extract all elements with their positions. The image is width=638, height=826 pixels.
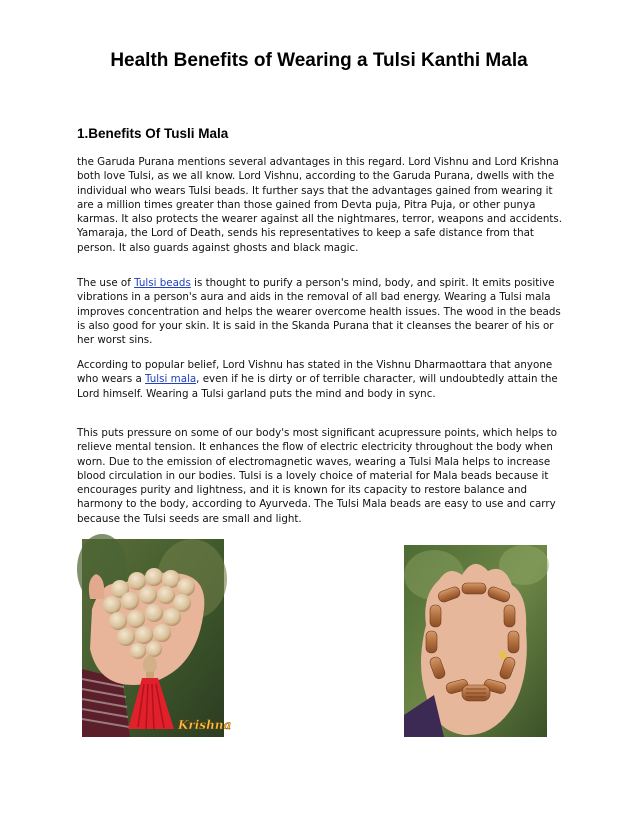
- document-title: Health Benefits of Wearing a Tulsi Kanthi Mala: [110, 50, 528, 71]
- tulsi-mala-photo-2: [404, 545, 547, 737]
- paragraph-3: [77, 358, 567, 401]
- paragraph-3-before: According to popular belief, Lord Vishnu has stated in the Vishnu Dharmaottara that anyone who wears a: [77, 359, 553, 386]
- tulsi-beads-link[interactable]: Tulsi beads: [134, 277, 191, 289]
- paragraph-2-after: is thought to purify a person's mind, body, and spirit. It emits positive vibrations in a person's aura and aids in the removal of all bad energy. Wearing a Tulsi mala improves concentration and helps the wearer overcome health issues. The wood in the beads is also good for your skin. It is said in the Skanda Purana that it cleanses the bearer of his or her worst sins.: [77, 277, 561, 347]
- paragraph-2-before: The use of: [77, 277, 135, 289]
- paragraph-1: the Garuda Purana mentions several advantages in this regard. Lord Vishnu and Lord Krishna both love Tulsi, as we all know. Lord Vishnu, according to the Garuda Purana, dwells with the individual who wears Tulsi beads. It further says that the advantages gained from wearing it are a million times greater than those gained from Devta puja, Pitra Puja, or other punya karmas. It also protects the wearer against all the nightmares, terror, weapons and accidents. Yamaraja, the Lord of Death, sends his representatives to keep a safe distance from that person. It also guards against ghosts and black magic.: [77, 156, 563, 254]
- paragraph-2: [77, 276, 567, 347]
- section-heading: 1.Benefits Of Tusli Mala: [77, 126, 229, 141]
- tulsi-mala-photo-1-graphic: [82, 539, 232, 737]
- krishna-watermark: Krishna: [178, 718, 232, 732]
- tulsi-mala-photo-1: [82, 539, 232, 737]
- paragraph-3-after: , even if he is dirty or of terrible character, will undoubtedly attain the Lord himself. Wearing a Tulsi garland puts the mind and body in sync.: [77, 373, 558, 400]
- tulsi-mala-photo-2-graphic: [404, 545, 547, 737]
- paragraph-4: This puts pressure on some of our body's most significant acupressure points, which helps to relieve mental tension. It enhances the flow of electric electricity throughout the body when worn. Due to the emission of electromagnetic waves, wearing a Tulsi Mala helps to increase blood circulation in our bodies. Tulsi is a lovely choice of material for Mala beads because it encourages purity and lightness, and it is known for its capacity to restore balance and harmony to the body, according to Ayurveda. The Tulsi Mala beads are easy to use and carry because the Tulsi seeds are small and light.: [77, 427, 558, 525]
- tulsi-mala-link[interactable]: Tulsi mala: [145, 373, 197, 386]
